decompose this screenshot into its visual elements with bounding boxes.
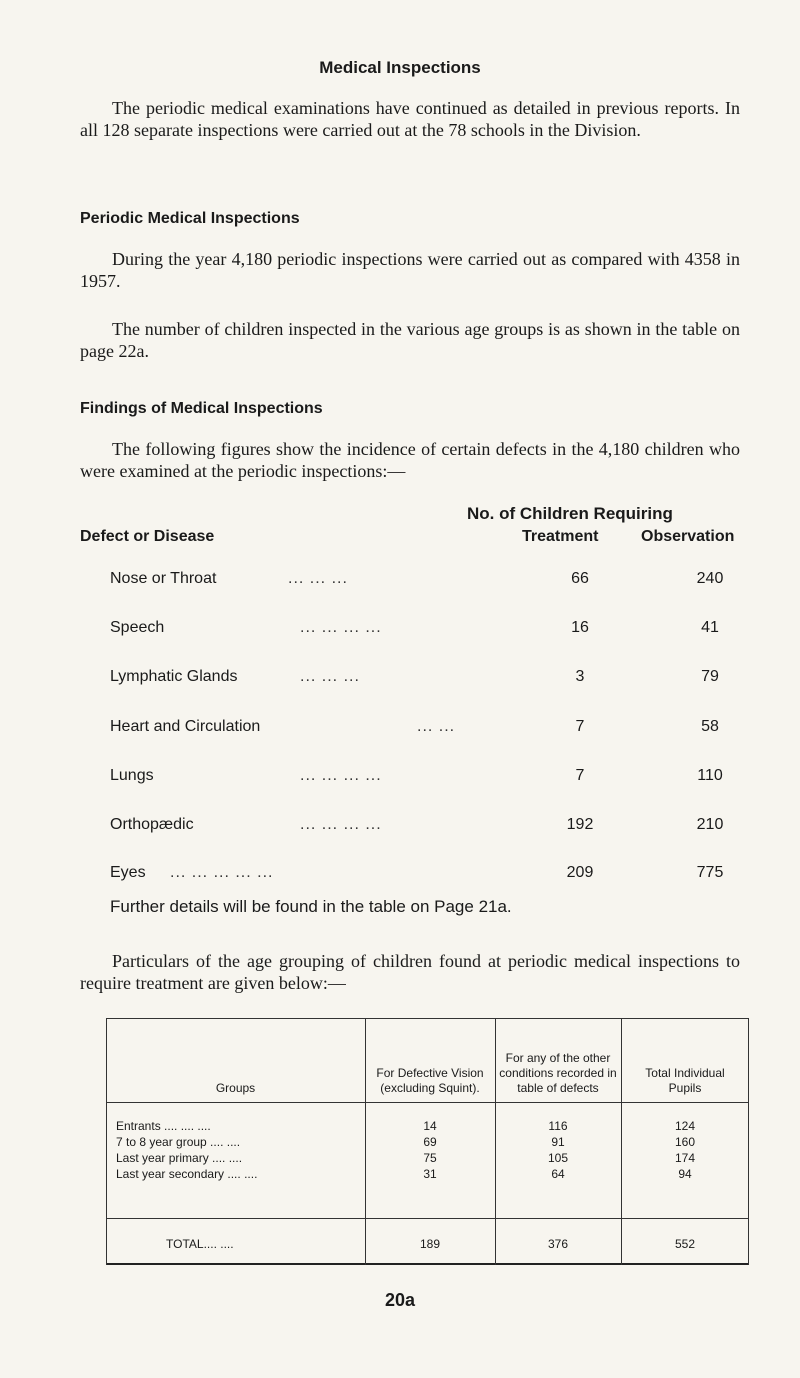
defect-row bbox=[110, 767, 750, 791]
header-groups: Groups bbox=[215, 1081, 256, 1095]
leader-dots: ... ... ... bbox=[288, 570, 348, 587]
defect-row bbox=[110, 864, 750, 888]
table-border-top bbox=[106, 1018, 749, 1019]
defect-row bbox=[110, 816, 750, 840]
intro-paragraph-text: The periodic medical examinations have continued as detailed in previous reports. In all 128 separate inspections were carried out at the 78 schools in the Division. bbox=[80, 98, 740, 140]
defect-name: Eyes bbox=[110, 864, 146, 881]
defect-name: Nose or Throat bbox=[110, 570, 217, 587]
other-count: 105 bbox=[547, 1151, 569, 1165]
defect-name: Orthopædic bbox=[110, 816, 194, 833]
header-divider bbox=[106, 1102, 749, 1103]
periodic-paragraph-2-text: The number of children inspected in the various age groups is as shown in the table on page 22a. bbox=[80, 319, 740, 361]
table-border-bottom bbox=[106, 1263, 749, 1265]
table-row bbox=[106, 1135, 749, 1151]
defect-name: Lymphatic Glands bbox=[110, 668, 238, 685]
vision-count: 69 bbox=[423, 1135, 437, 1149]
header-defective-vision: For Defective Vision (excluding Squint). bbox=[376, 1066, 484, 1095]
observation-count: 775 bbox=[696, 864, 724, 881]
group-label: Last year primary .... .... bbox=[116, 1151, 243, 1165]
other-count: 64 bbox=[551, 1167, 565, 1181]
group-label: 7 to 8 year group .... .... bbox=[116, 1135, 241, 1149]
defect-row bbox=[110, 718, 750, 742]
leader-dots: ... ... ... bbox=[300, 668, 360, 685]
findings-paragraph-text: The following figures show the incidence of certain defects in the 4,180 children who were examined at the periodic inspections:— bbox=[80, 439, 740, 481]
observation-count: 110 bbox=[697, 767, 723, 784]
leader-dots: ... ... ... ... ... bbox=[170, 864, 274, 881]
defects-column-observation: Observation bbox=[641, 528, 735, 545]
treatment-count: 209 bbox=[566, 864, 594, 881]
group-label: Last year secondary .... .... bbox=[116, 1167, 258, 1181]
total-row bbox=[106, 1237, 749, 1253]
defect-row bbox=[110, 619, 750, 643]
defects-column-treatment: Treatment bbox=[522, 528, 599, 545]
treatment-count: 192 bbox=[566, 816, 594, 833]
vision-count: 14 bbox=[423, 1119, 437, 1133]
treatment-count: 66 bbox=[571, 570, 589, 587]
other-count: 91 bbox=[551, 1135, 565, 1149]
defect-row bbox=[110, 570, 750, 594]
defect-name: Speech bbox=[110, 619, 165, 636]
defects-footnote: Further details will be found in the table on Page 21a. bbox=[110, 897, 512, 916]
periodic-paragraph-1 bbox=[80, 248, 740, 292]
total-count: 160 bbox=[674, 1135, 696, 1149]
header-other-conditions: For any of the other conditions recorded in table of defects bbox=[499, 1051, 617, 1095]
defects-group-header: No. of Children Requiring bbox=[467, 504, 673, 523]
total-label: TOTAL.... .... bbox=[166, 1237, 234, 1251]
periodic-paragraph-1-text: During the year 4,180 periodic inspections were carried out as compared with 4358 in 1957. bbox=[80, 249, 740, 291]
total-vision: 189 bbox=[419, 1237, 441, 1251]
page-number: 20a bbox=[384, 1290, 416, 1310]
observation-count: 79 bbox=[701, 668, 719, 685]
defect-row bbox=[110, 668, 750, 692]
periodic-section-heading: Periodic Medical Inspections bbox=[80, 210, 300, 227]
age-grouping-table bbox=[106, 1018, 749, 1265]
total-other: 376 bbox=[547, 1237, 569, 1251]
leader-dots: ... ... ... ... bbox=[300, 619, 382, 636]
vision-count: 31 bbox=[423, 1167, 437, 1181]
total-count: 124 bbox=[674, 1119, 696, 1133]
periodic-paragraph-2 bbox=[80, 318, 740, 362]
total-total: 552 bbox=[674, 1237, 696, 1251]
findings-section-heading: Findings of Medical Inspections bbox=[80, 400, 323, 417]
other-count: 116 bbox=[548, 1119, 568, 1133]
header-total-pupils: Total Individual Pupils bbox=[645, 1066, 725, 1095]
page-title: Medical Inspections bbox=[319, 58, 481, 77]
table-row bbox=[106, 1151, 749, 1167]
treatment-count: 7 bbox=[575, 767, 585, 784]
observation-count: 210 bbox=[696, 816, 724, 833]
observation-count: 58 bbox=[701, 718, 719, 735]
treatment-count: 7 bbox=[575, 718, 585, 735]
total-count: 174 bbox=[674, 1151, 696, 1165]
leader-dots: ... ... ... ... bbox=[300, 816, 382, 833]
defect-name: Heart and Circulation bbox=[110, 718, 261, 735]
group-label: Entrants .... .... .... bbox=[116, 1119, 211, 1133]
treatment-count: 3 bbox=[575, 668, 585, 685]
leader-dots: ... ... ... ... bbox=[300, 767, 382, 784]
vision-count: 75 bbox=[423, 1151, 437, 1165]
total-count: 94 bbox=[678, 1167, 692, 1181]
defects-column-defect: Defect or Disease bbox=[80, 528, 215, 545]
treatment-count: 16 bbox=[571, 619, 589, 636]
observation-count: 240 bbox=[696, 570, 724, 587]
particulars-paragraph bbox=[80, 950, 740, 994]
observation-count: 41 bbox=[701, 619, 719, 636]
particulars-paragraph-text: Particulars of the age grouping of children found at periodic medical inspections to require treatment are given below:— bbox=[80, 951, 740, 993]
findings-paragraph bbox=[80, 438, 740, 482]
total-divider bbox=[106, 1218, 749, 1219]
intro-paragraph bbox=[80, 97, 740, 141]
table-row bbox=[106, 1167, 749, 1183]
table-row bbox=[106, 1119, 749, 1135]
defect-name: Lungs bbox=[110, 767, 154, 784]
leader-dots: ... ... bbox=[417, 718, 456, 735]
